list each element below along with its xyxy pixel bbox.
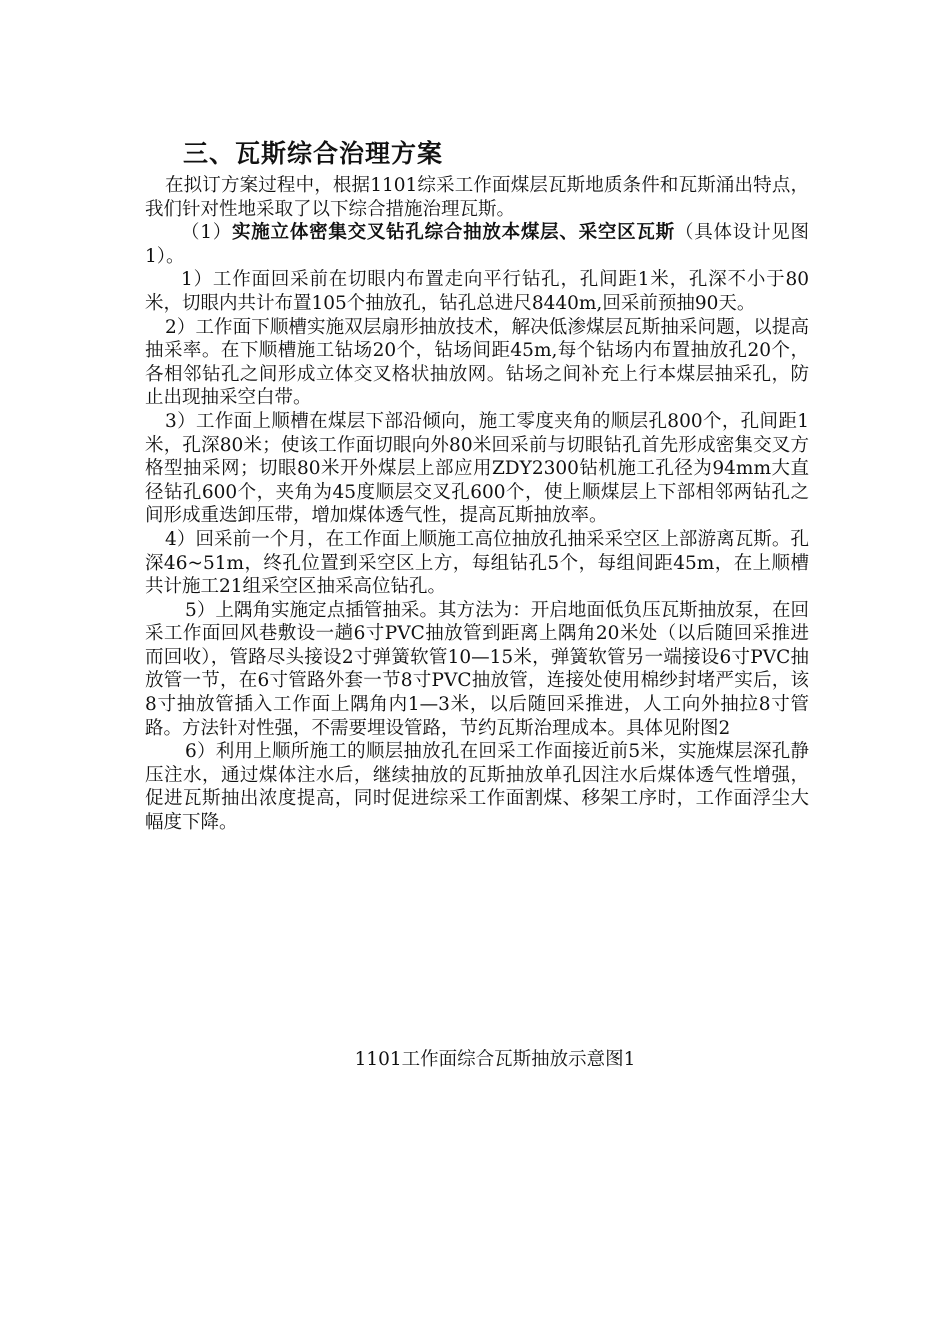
intro-paragraph: 在拟订方案过程中，根据1101综采工作面煤层瓦斯地质条件和瓦斯涌出特点，我们针对性地采取了以下综合措施治理瓦斯。 xyxy=(145,175,809,220)
item-5-paragraph: 5）上隅角实施定点插管抽采。其方法为：开启地面低负压瓦斯抽放泵，在回采工作面回风巷敷设一趟6寸PVC抽放管到距离上隅角20米处（以后随回采推进而回收），管路尽头接设2寸弹簧软管10—15米，弹簧软管另一端接设6寸PVC抽放管一节，在6寸管路外套一节8寸PVC抽放管，连接处使用棉纱封堵严实后，该8寸抽放管插入工作面上隅角内1—3米，以后随回采推进，人工向外抽拉8寸管路。方法针对性强，不需要埋设管路，节约瓦斯治理成本。具体见附图2 xyxy=(145,599,809,739)
item-3-paragraph: 3）工作面上顺槽在煤层下部沿倾向，施工零度夹角的顺层孔800个，孔间距1米，孔深80米；使该工作面切眼向外80米回采前与切眼钻孔首先形成密集交叉方格型抽采网；切眼80米开外煤层上部应用ZDY2300钻机施工孔径为94mm大直径钻孔600个，夹角为45度顺层交叉孔600个，使上顺煤层上下部相邻两钻孔之间形成重迭卸压带，增加煤体透气性，提高瓦斯抽放率。 xyxy=(145,410,809,527)
item-1-paragraph: 1）工作面回采前在切眼内布置走向平行钻孔，孔间距1米，孔深不小于80米，切眼内共计布置105个抽放孔，钻孔总进尺8440m,回采前预抽90天。 xyxy=(145,269,809,314)
section-heading: 三、瓦斯综合治理方案 xyxy=(183,139,444,168)
document-body xyxy=(145,174,809,835)
item-4-paragraph: 4）回采前一个月，在工作面上顺施工高位抽放孔抽采采空区上部游离瓦斯。孔深46~51m，终孔位置到采空区上方，每组钻孔5个，每组间距45m，在上顺槽共计施工21组采空区抽采高位钻孔。 xyxy=(145,528,809,598)
measure-1-paragraph xyxy=(145,221,809,268)
item-2-paragraph: 2）工作面下顺槽实施双层扇形抽放技术，解决低渗煤层瓦斯抽采问题，以提高抽采率。在下顺槽施工钻场20个，钻场间距45m,每个钻场内布置抽放孔20个，各相邻钻孔之间形成立体交叉格状抽放网。钻场之间补充上行本煤层抽采孔，防止出现抽采空白带。 xyxy=(145,316,809,409)
measure-1-note: （具体设计见图1）。 xyxy=(145,222,809,267)
figure-caption: 1101工作面综合瓦斯抽放示意图1 xyxy=(354,1049,636,1070)
measure-1-title: 实施立体密集交叉钻孔综合抽放本煤层、采空区瓦斯 xyxy=(232,222,675,244)
measure-1-number: （1） xyxy=(181,222,233,244)
item-6-paragraph: 6）利用上顺所施工的顺层抽放孔在回采工作面接近前5米，实施煤层深孔静压注水，通过煤体注水后，继续抽放的瓦斯抽放单孔因注水后煤体透气性增强，促进瓦斯抽出浓度提高，同时促进综采工作面割煤、移架工序时，工作面浮尘大幅度下降。 xyxy=(145,741,809,834)
